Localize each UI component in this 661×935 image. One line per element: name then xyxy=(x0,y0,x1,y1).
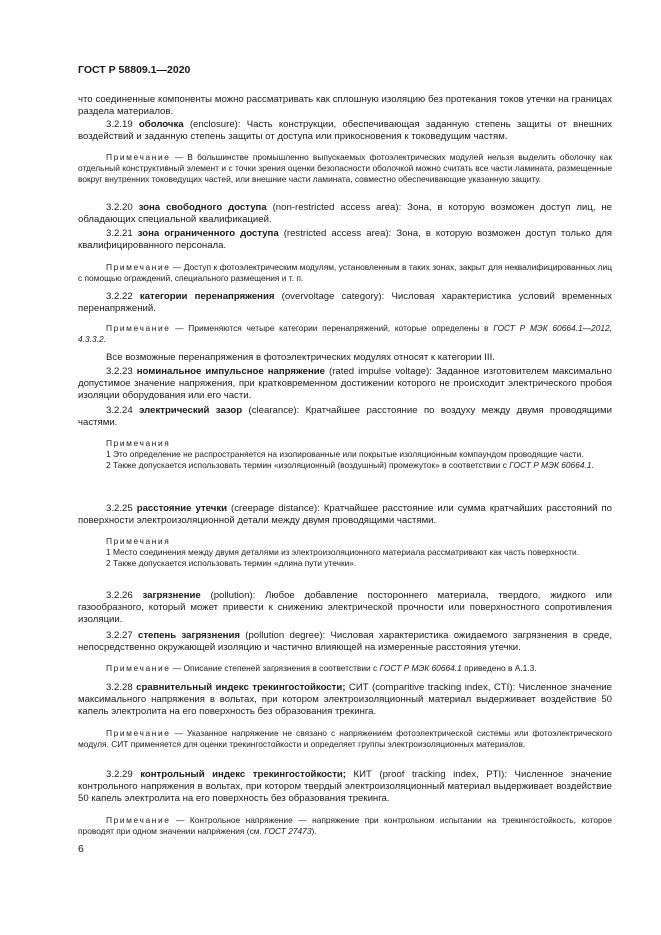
term-3-2-23: 3.2.23 номинальное импульсное напряжение (rated impulse voltage): Заданное изготовителем максимально допустимое значение напряжения, при кратковременном достижении которого не происходит электрического пробоя изоляции оборудования или его части. xyxy=(78,366,613,402)
note-3-2-29: Примечание — Контрольное напряжение — напряжение при контрольном испытании на трекингостойкость, которое проводят при одном значении напряжения (см. ГОСТ 27473). xyxy=(78,815,612,836)
term-3-2-24: 3.2.24 электрический зазор (clearance): Кратчайшее расстояние по воздуху между двумя проводящими частями. xyxy=(78,405,613,429)
note-3-2-21: Примечание — Доступ к фотоэлектрическим модулям, установленным в таких зонах, закрыт для неквалифицированных лиц с помощью ограждений, специального размещения и т. п. xyxy=(78,262,612,283)
term-3-2-22: 3.2.22 категории перенапряжения (overvoltage category): Числовая характеристика условий временных перенапряжений. xyxy=(78,291,613,315)
note-3-2-27: Примечание — Описание степеней загрязнения в соответствии с ГОСТ Р МЭК 60664.1 приведено в А.1.3. xyxy=(106,663,537,673)
note-3-2-22: Примечание — Применяются четыре категории перенапряжений, которые определены в ГОСТ Р МЭК 60664.1—2012, 4.3.3.2. xyxy=(78,323,612,344)
term-3-2-28: 3.2.28 сравнительный индекс трекингостойкости; СИТ (comparitive tracking index, CTI): Численное значение максимального напряжения в вольтах, при котором электроизоляционный материал выдерживает воздействие 50 капель электролита на его поверхность без образования трекинга. xyxy=(78,682,612,718)
note-3-2-19: Примечание — В большинстве промышленно выпускаемых фотоэлектрических модулей нельзя выделить оболочку как отдельный конструктивный элемент и с точки зрения оценки безопасности оболочкой можно считать все части ламината, размещенные вокруг внутренних токоведущих частей, или внешние части ламината, совместно обеспечивающие указанную защиту. xyxy=(78,152,612,184)
term-3-2-26: 3.2.26 загрязнение (pollution): Любое добавление постороннего материала, твердого, жидкого или газообразного, который может привести к снижению электрической прочности или поверхностного сопротивления изоляции. xyxy=(78,590,612,626)
page-number: 6 xyxy=(78,843,84,855)
term-3-2-20: 3.2.20 зона свободного доступа (non-restricted access area): Зона, в которую возможен доступ лиц, не обладающих специальной квалификацией. xyxy=(78,202,613,226)
notes-3-2-25: Примечания 1 Место соединения между двумя деталями из электроизоляционного материала рассматривают как часть поверхности. 2 Также допускается использовать термин «длина пути утечки». xyxy=(106,536,580,568)
paragraph-overvoltage: Все возможные перенапряжения в фотоэлектрических модулях относят к категории III. xyxy=(106,352,495,363)
term-3-2-29: 3.2.29 контрольный индекс трекингостойкости; КИТ (proof tracking index, PTI): Численное значение контрольного напряжения в вольтах, при котором твердый электроизоляционный материал выдерживает воздействие 50 капель электролита на его поверхность без образования трекинга. xyxy=(78,769,612,805)
note-3-2-28: Примечание — Указанное напряжение не связано с напряжением фотоэлектрической системы или фотоэлектрического модуля. СИТ применяется для оценки трекингостойкости и определяет группы электроизоляционных материалов. xyxy=(78,728,612,749)
term-3-2-25: 3.2.25 расстояние утечки (creepage distance): Кратчайшее расстояние или сумма кратчайших расстояний по поверхности электроизоляционной детали между двумя проводящими частями. xyxy=(78,503,613,527)
term-3-2-19: 3.2.19 оболочка (enclosure): Часть конструкции, обеспечивающая заданную степень защиты от внешних воздействий и заданную степень защиты от доступа или прикосновения к токоведущим частям. xyxy=(78,119,612,143)
document-header: ГОСТ Р 58809.1—2020 xyxy=(78,64,191,76)
term-3-2-21: 3.2.21 зона ограниченного доступа (restricted access area): Зона, в которую возможен доступ только для квалифицированного персонала. xyxy=(78,228,612,252)
term-3-2-27: 3.2.27 степень загрязнения (pollution degree): Числовая характеристика ожидаемого загрязнения в среде, непосредственно окружающей изоляцию и частично влияющей на измеренные расстояния утечки. xyxy=(78,630,612,654)
notes-3-2-24: Примечания 1 Это определение не распространяется на изолированные или покрытые изоляционным компаундом проводящие части. 2 Также допускается использовать термин «изоляционный (воздушный) промежуток» в соответствии с ГОСТ Р МЭК 60664.1. xyxy=(106,438,594,470)
paragraph-continuation: что соединенные компоненты можно рассматривать как сплошную изоляцию без протекания токов утечки на границах раздела материалов. xyxy=(78,94,612,118)
